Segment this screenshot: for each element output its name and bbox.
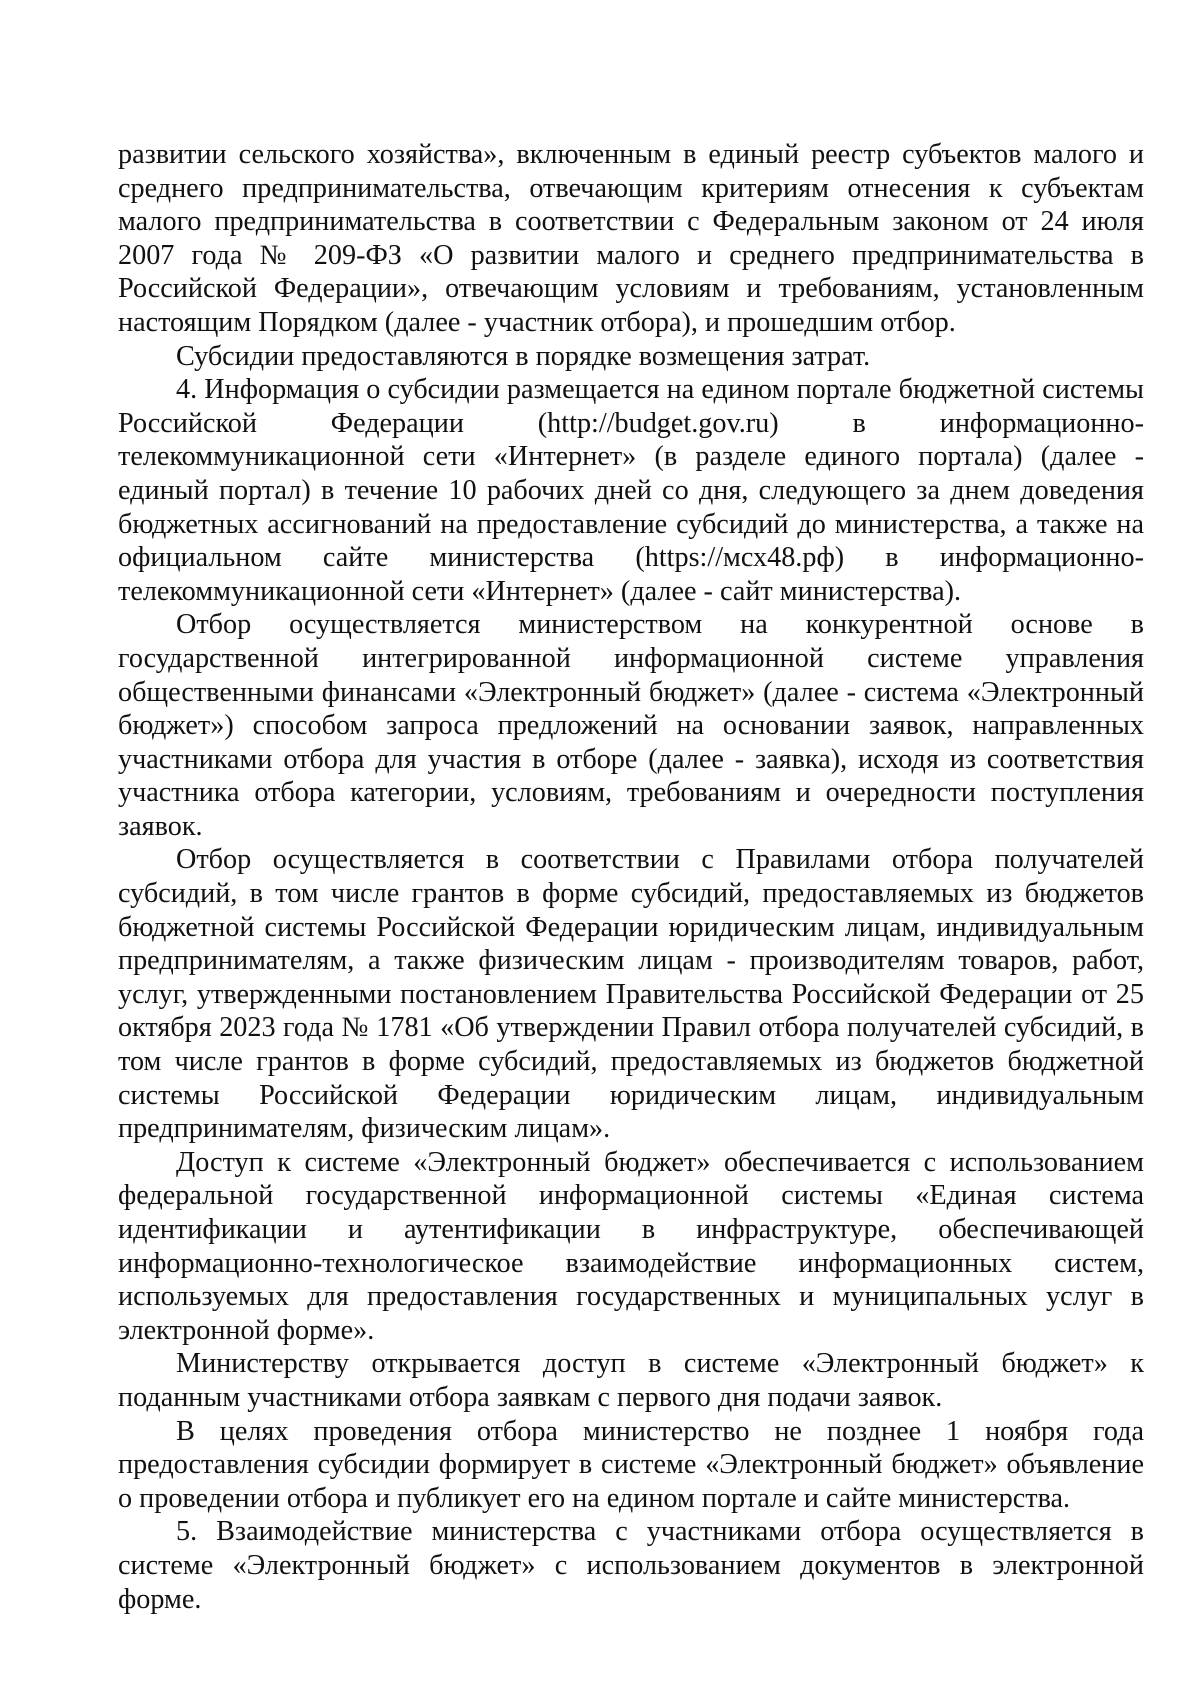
- document-body: [118, 138, 1144, 1616]
- paragraph-item-4-information: 4. Информация о субсидии размещается на едином портале бюджетной системы Российской Федерации (http://budget.gov.ru) в информационно-телекоммуникационной сети «Интернет» (в разделе единого портала) (далее - единый портал) в течение 10 рабочих дней со дня, следующего за днем доведения бюджетных ассигнований на предоставление субсидий до министерства, а также на официальном сайте министерства (https://мсх48.рф) в информационно-телекоммуникационной сети «Интернет» (далее - сайт министерства).: [118, 374, 1144, 607]
- paragraph-system-access: Доступ к системе «Электронный бюджет» обеспечивается с использованием федеральной государственной информационной системы «Единая система идентификации и аутентификации в инфраструктуре, обеспечивающей информационно-технологическое взаимодействие информационных систем, используемых для предоставления государственных и муниципальных услуг в электронной форме».: [118, 1146, 1144, 1346]
- paragraph-selection-rules: Отбор осуществляется в соответствии с Правилами отбора получателей субсидий, в том числе грантов в форме субсидий, предоставляемых из бюджетов бюджетной системы Российской Федерации юридическим лицам, индивидуальным предпринимателям, а также физическим лицам - производителям товаров, работ, услуг, утвержденными постановлением Правительства Российской Федерации от 25 октября 2023 года № 1781 «Об утверждении Правил отбора получателей субсидий, в том числе грантов в форме субсидий, предоставляемых из бюджетов бюджетной системы Российской Федерации юридическим лицам, индивидуальным предпринимателям, физическим лицам».: [118, 844, 1144, 1145]
- paragraph-subsidy-reimbursement: Субсидии предоставляются в порядке возмещения затрат.: [176, 340, 871, 372]
- paragraph-item-5-interaction: 5. Взаимодействие министерства с участниками отбора осуществляется в системе «Электронный бюджет» с использованием документов в электронной форме.: [118, 1516, 1144, 1615]
- paragraph-announcement: В целях проведения отбора министерство не позднее 1 ноября года предоставления субсидии формирует в системе «Электронный бюджет» объявление о проведении отбора и публикует его на едином портале и сайте министерства.: [118, 1415, 1144, 1514]
- paragraph-selection-conducted: Отбор осуществляется министерством на конкурентной основе в государственной интегрированной информационной системе управления общественными финансами «Электронный бюджет» (далее - система «Электронный бюджет») способом запроса предложений на основании заявок, направленных участниками отбора для участия в отборе (далее - заявка), исходя из соответствия участника отбора категории, условиям, требованиям и очередности поступления заявок.: [118, 609, 1144, 842]
- paragraph-ministry-access: Министерству открывается доступ в системе «Электронный бюджет» к поданным участниками отбора заявкам с первого дня подачи заявок.: [118, 1348, 1144, 1413]
- paragraph-continuation: развитии сельского хозяйства», включенным в единый реестр субъектов малого и среднего предпринимательства, отвечающим критериям отнесения к субъектам малого предпринимательства в соответствии с Федеральным законом от 24 июля 2007 года № 209-ФЗ «О развитии малого и среднего предпринимательства в Российской Федерации», отвечающим условиям и требованиям, установленным настоящим Порядком (далее - участник отбора), и прошедшим отбор.: [118, 139, 1144, 338]
